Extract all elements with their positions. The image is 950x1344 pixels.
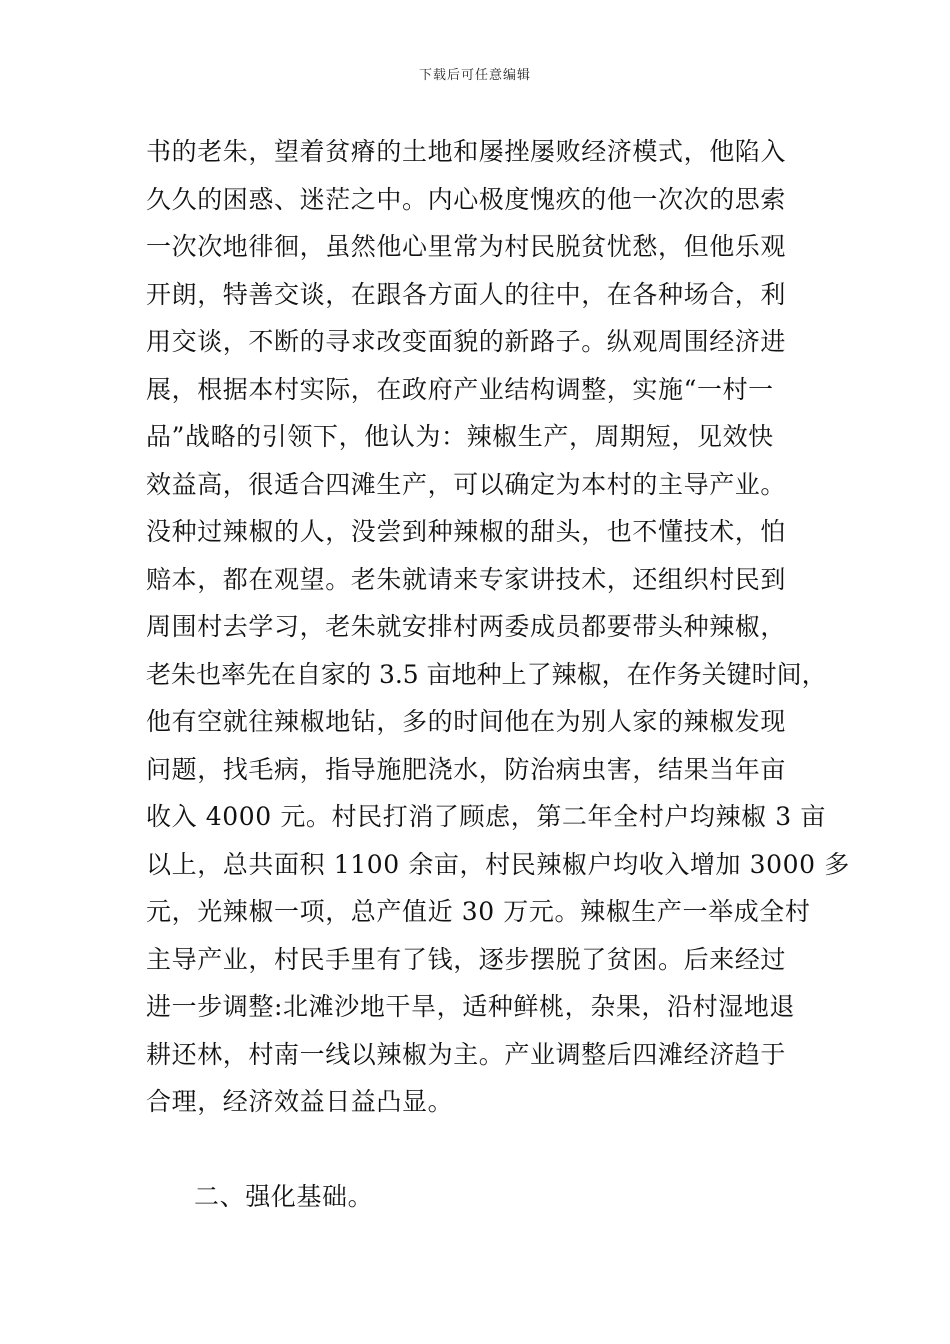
text-line: 效益高，很适合四滩生产，可以确定为本村的主导产业。 xyxy=(146,469,787,499)
text-line: 展，根据本村实际，在政府产业结构调整，实施“一村一 xyxy=(146,374,774,404)
section-heading: 二、强化基础。 xyxy=(194,1182,374,1211)
text-line: 合理，经济效益日益凸显。 xyxy=(146,1087,454,1116)
text-line: 进一步调整:北滩沙地干旱，适种鲜桃，杂果，沿村湿地退 xyxy=(146,992,796,1021)
text-line: 耕还林，村南一线以辣椒为主。产业调整后四滩经济趋于 xyxy=(146,1039,787,1069)
body-paragraph xyxy=(146,128,850,1126)
text-line: 周围村去学习，老朱就安排村两委成员都要带头种辣椒， xyxy=(146,612,787,641)
text-line: 品”战略的引领下，他认为：辣椒生产，周期短，见效快 xyxy=(146,422,774,451)
text-line: 没种过辣椒的人，没尝到种辣椒的甜头，也不懂技术，怕 xyxy=(146,517,787,546)
text-line: 以上，总共面积 1100 余亩，村民辣椒户均收入增加 3000 多 xyxy=(146,849,850,879)
text-line: 元，光辣椒一项，总产值近 30 万元。辣椒生产一举成全村 xyxy=(146,897,811,926)
text-line: 一次次地徘徊，虽然他心里常为村民脱贫忧愁，但他乐观 xyxy=(146,232,787,261)
page-header: 下载后可任意编辑 xyxy=(418,68,531,83)
text-line: 他有空就往辣椒地钻，多的时间他在为别人家的辣椒发现 xyxy=(146,707,787,736)
text-line: 赔本，都在观望。老朱就请来专家讲技术，还组织村民到 xyxy=(146,564,787,594)
text-line: 收入 4000 元。村民打消了顾虑，第二年全村户均辣椒 3 亩 xyxy=(146,802,826,831)
text-line: 开朗，特善交谈，在跟各方面人的往中，在各种场合，利 xyxy=(146,279,787,309)
text-line: 主导产业，村民手里有了钱，逐步摆脱了贫困。后来经过 xyxy=(146,944,787,974)
text-line: 问题，找毛病，指导施肥浇水，防治病虫害，结果当年亩 xyxy=(146,754,787,784)
text-line: 久久的困惑、迷茫之中。内心极度愧疚的他一次次的思索 xyxy=(146,184,787,214)
text-line: 用交谈，不断的寻求改变面貌的新路子。纵观周围经济进 xyxy=(146,327,787,356)
text-line: 老朱也率先在自家的 3.5 亩地种上了辣椒，在作务关键时间， xyxy=(146,659,827,689)
text-line: 书的老朱，望着贫瘠的土地和屡挫屡败经济模式，他陷入 xyxy=(146,137,787,166)
